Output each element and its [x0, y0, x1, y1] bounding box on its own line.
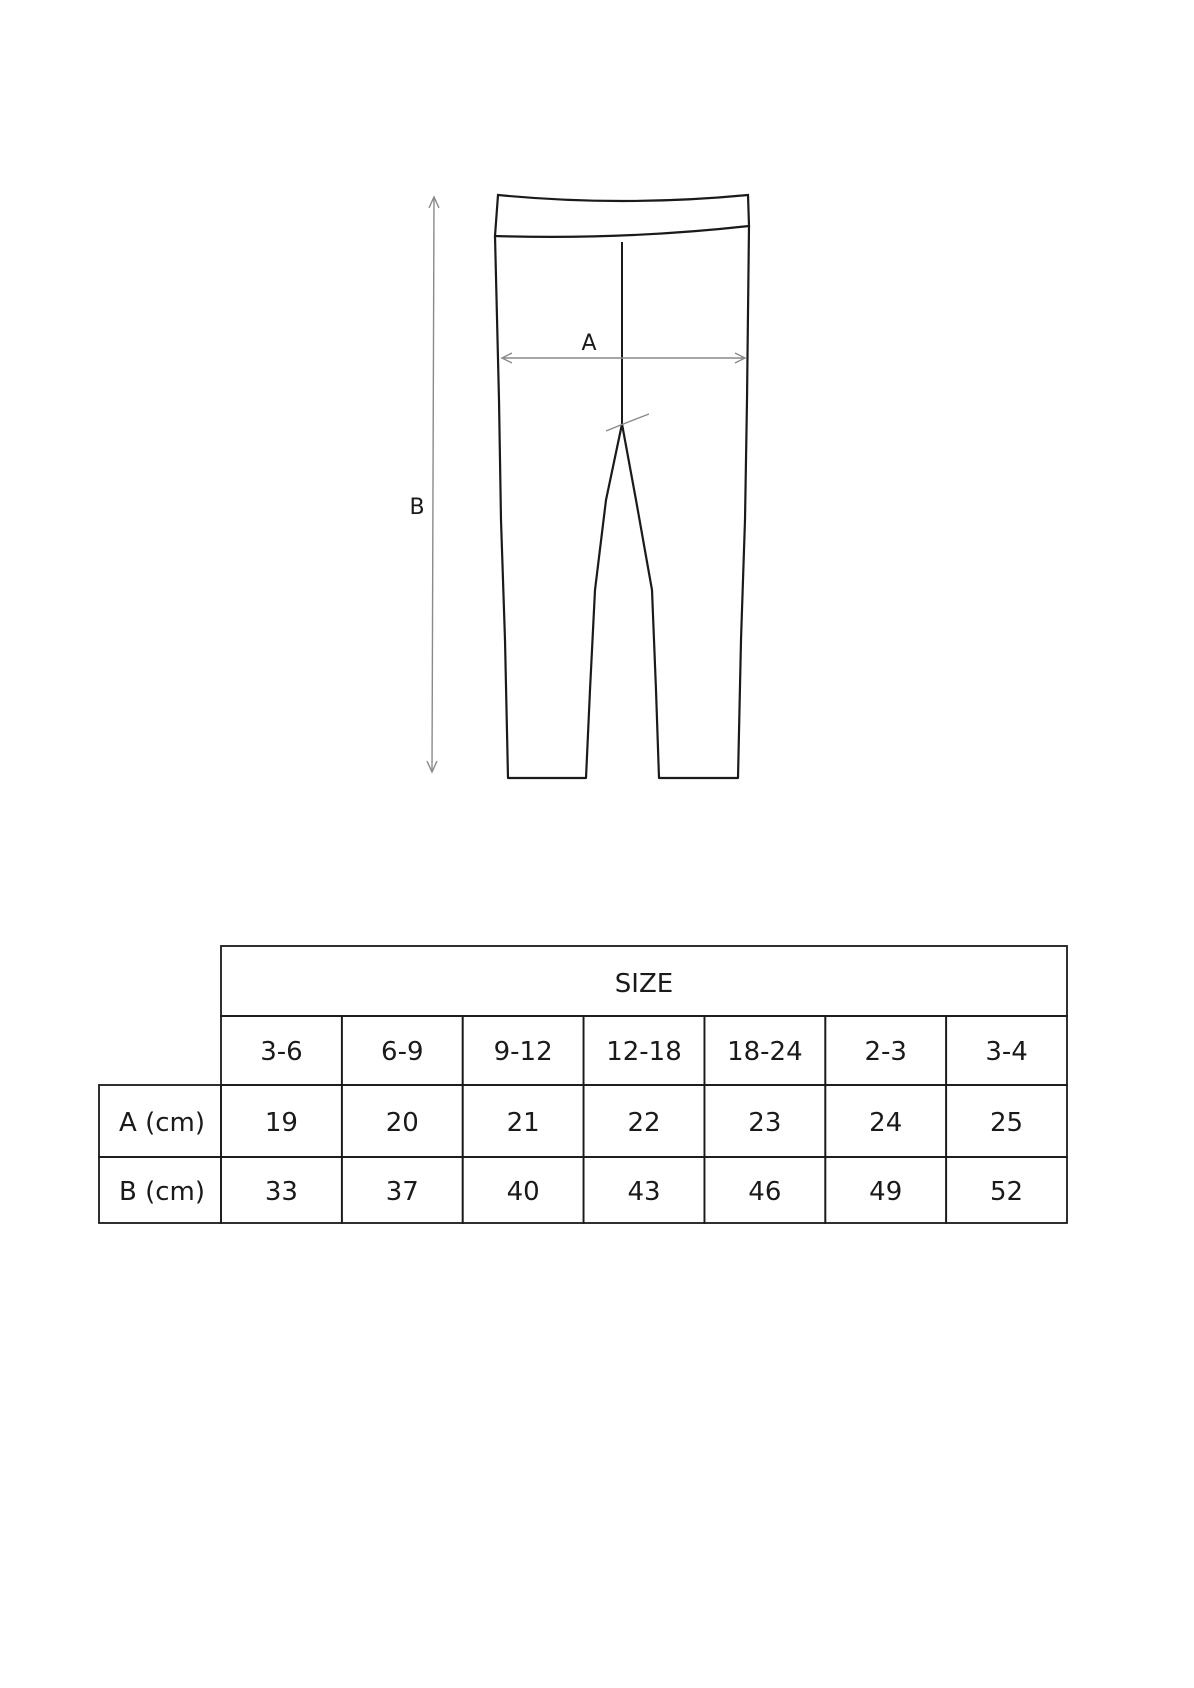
size-label: 3-4 — [985, 1037, 1028, 1067]
size-label: 6-9 — [381, 1037, 424, 1067]
row-label: A (cm) — [119, 1108, 205, 1138]
size-label: 9-12 — [493, 1037, 553, 1067]
leggings-diagram — [0, 0, 1194, 820]
size-label: 3-6 — [260, 1037, 303, 1067]
measurement-value: 22 — [627, 1108, 661, 1138]
measurement-value: 49 — [869, 1177, 903, 1207]
measurement-value: 52 — [990, 1177, 1024, 1207]
measurement-value: 21 — [506, 1108, 540, 1138]
measurement-value: 24 — [869, 1108, 903, 1138]
measurement-value: 20 — [385, 1108, 419, 1138]
measurement-value: 25 — [990, 1108, 1024, 1138]
size-label: 2-3 — [864, 1037, 907, 1067]
measure-b — [427, 197, 439, 772]
row-label: B (cm) — [118, 1177, 206, 1207]
size-label: 18-24 — [727, 1037, 803, 1067]
sizes-row — [221, 1016, 1067, 1085]
measure-a — [502, 353, 745, 363]
measurement-value: 23 — [748, 1108, 782, 1138]
label-a: A — [581, 331, 597, 356]
measurement-value: 37 — [385, 1177, 419, 1207]
size-label: 12-18 — [606, 1037, 682, 1067]
size-header: SIZE — [614, 969, 674, 999]
label-b: B — [409, 495, 425, 520]
measurement-value: 46 — [748, 1177, 782, 1207]
data-rows — [99, 1085, 1067, 1223]
size-chart-table — [98, 945, 1068, 1225]
measurement-value: 40 — [506, 1177, 540, 1207]
waistband-outline — [495, 195, 749, 237]
measurement-value: 19 — [264, 1108, 298, 1138]
measurement-value: 33 — [264, 1177, 298, 1207]
measurement-value: 43 — [627, 1177, 661, 1207]
gusset-mark — [606, 414, 649, 431]
